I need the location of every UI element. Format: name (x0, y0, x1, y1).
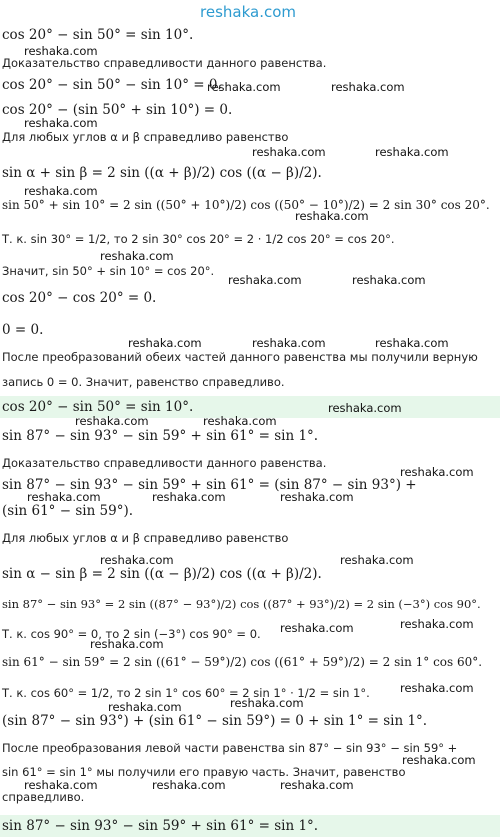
watermark: reshaka.com (280, 621, 354, 635)
watermark: reshaka.com (152, 778, 226, 792)
watermark: reshaka.com (230, 696, 304, 710)
intermediate-result: Значит, sin 50° + sin 10° = cos 20°. (2, 264, 215, 278)
cos90-substitution: Т. к. cos 90° = 0, то 2 sin (−3°) cos 90° = 0. (2, 627, 261, 641)
watermark: reshaka.com (24, 184, 98, 198)
sin30-substitution: Т. к. sin 30° = 1/2, то 2 sin 30° cos 20° = 2 · 1/2 cos 20° = cos 20°. (2, 232, 395, 246)
difference-to-product-formula: sin α − sin β = 2 sin ((α − β)/2) cos ((α + β)/2). (2, 566, 322, 582)
watermark: reshaka.com (100, 249, 174, 263)
difference-application-1: sin 87° − sin 93° = 2 sin ((87° − 93°)/2) cos ((87° + 93°)/2) = 2 sin (−3°) cos 90°. (2, 597, 481, 611)
watermark: reshaka.com (340, 553, 414, 567)
watermark: reshaka.com (24, 44, 98, 58)
watermark: reshaka.com (400, 465, 474, 479)
watermark: reshaka.com (280, 778, 354, 792)
watermark: reshaka.com (152, 490, 226, 504)
watermark: reshaka.com (295, 209, 369, 223)
conclusion-2-line-2: sin 61° = sin 1° мы получили его правую часть. Значит, равенство (2, 765, 406, 779)
watermark: reshaka.com (331, 80, 405, 94)
watermark: reshaka.com (375, 336, 449, 350)
watermark: reshaka.com (24, 116, 98, 130)
difference-application-2: sin 61° − sin 59° = 2 sin ((61° − 59°)/2) cos ((61° + 59°)/2) = 2 sin 1° cos 60°. (2, 655, 483, 669)
answer-2: sin 87° − sin 93° − sin 59° + sin 61° = sin 1°. (2, 818, 319, 834)
watermark: reshaka.com (228, 273, 302, 287)
proof-step-2: cos 20° − (sin 50° + sin 10°) = 0. (2, 102, 233, 118)
conclusion-1-line-1: После преобразований обеих частей данного равенства мы получили верную (2, 350, 478, 364)
watermark: reshaka.com (90, 637, 164, 651)
watermark: reshaka.com (75, 414, 149, 428)
statement-2: sin 87° − sin 93° − sin 59° + sin 61° = sin 1°. (2, 428, 319, 444)
watermark: reshaka.com (27, 490, 101, 504)
proof-step-3: cos 20° − cos 20° = 0. (2, 290, 157, 306)
watermark: reshaka.com (352, 273, 426, 287)
sum-to-product-formula: sin α + sin β = 2 sin ((α + β)/2) cos ((α − β)/2). (2, 165, 322, 181)
watermark: reshaka.com (400, 617, 474, 631)
watermark: reshaka.com (252, 336, 326, 350)
watermark: reshaka.com (280, 490, 354, 504)
rule-intro-1: Для любых углов α и β справедливо равенство (2, 130, 289, 144)
watermark: reshaka.com (100, 553, 174, 567)
grouping-line-1: sin 87° − sin 93° − sin 59° + sin 61° = (sin 87° − sin 93°) + (2, 477, 417, 493)
watermark: reshaka.com (207, 80, 281, 94)
conclusion-2-line-3: справедливо. (2, 790, 85, 804)
proof-heading-1: Доказательство справедливости данного равенства. (2, 56, 327, 70)
watermark: reshaka.com (252, 145, 326, 159)
watermark: reshaka.com (24, 778, 98, 792)
watermark: reshaka.com (203, 414, 277, 428)
grouping-line-2: (sin 61° − sin 59°). (2, 503, 134, 519)
watermark: reshaka.com (128, 336, 202, 350)
sum-application: sin 50° + sin 10° = 2 sin ((50° + 10°)/2) cos ((50° − 10°)/2) = 2 sin 30° cos 20°. (2, 198, 490, 212)
combined-result: (sin 87° − sin 93°) + (sin 61° − sin 59°) = 0 + sin 1° = sin 1°. (2, 713, 428, 729)
watermark: reshaka.com (328, 401, 402, 415)
rule-intro-2: Для любых углов α и β справедливо равенство (2, 531, 289, 545)
conclusion-1-line-2: запись 0 = 0. Значит, равенство справедливо. (2, 375, 285, 389)
conclusion-2-line-1: После преобразования левой части равенства sin 87° − sin 93° − sin 59° + (2, 741, 458, 755)
watermark: reshaka.com (402, 753, 476, 767)
answer-1: cos 20° − sin 50° = sin 10°. (2, 399, 194, 415)
statement-1: cos 20° − sin 50° = sin 10°. (2, 27, 194, 43)
watermark: reshaka.com (108, 700, 182, 714)
proof-step-4: 0 = 0. (2, 322, 44, 338)
proof-step-1: cos 20° − sin 50° − sin 10° = 0. (2, 77, 222, 93)
watermark-top: reshaka.com (200, 3, 296, 21)
cos60-substitution: Т. к. cos 60° = 1/2, то 2 sin 1° cos 60° = 2 sin 1° · 1/2 = sin 1°. (2, 686, 370, 700)
watermark: reshaka.com (375, 145, 449, 159)
watermark: reshaka.com (400, 681, 474, 695)
proof-heading-2: Доказательство справедливости данного равенства. (2, 456, 327, 470)
